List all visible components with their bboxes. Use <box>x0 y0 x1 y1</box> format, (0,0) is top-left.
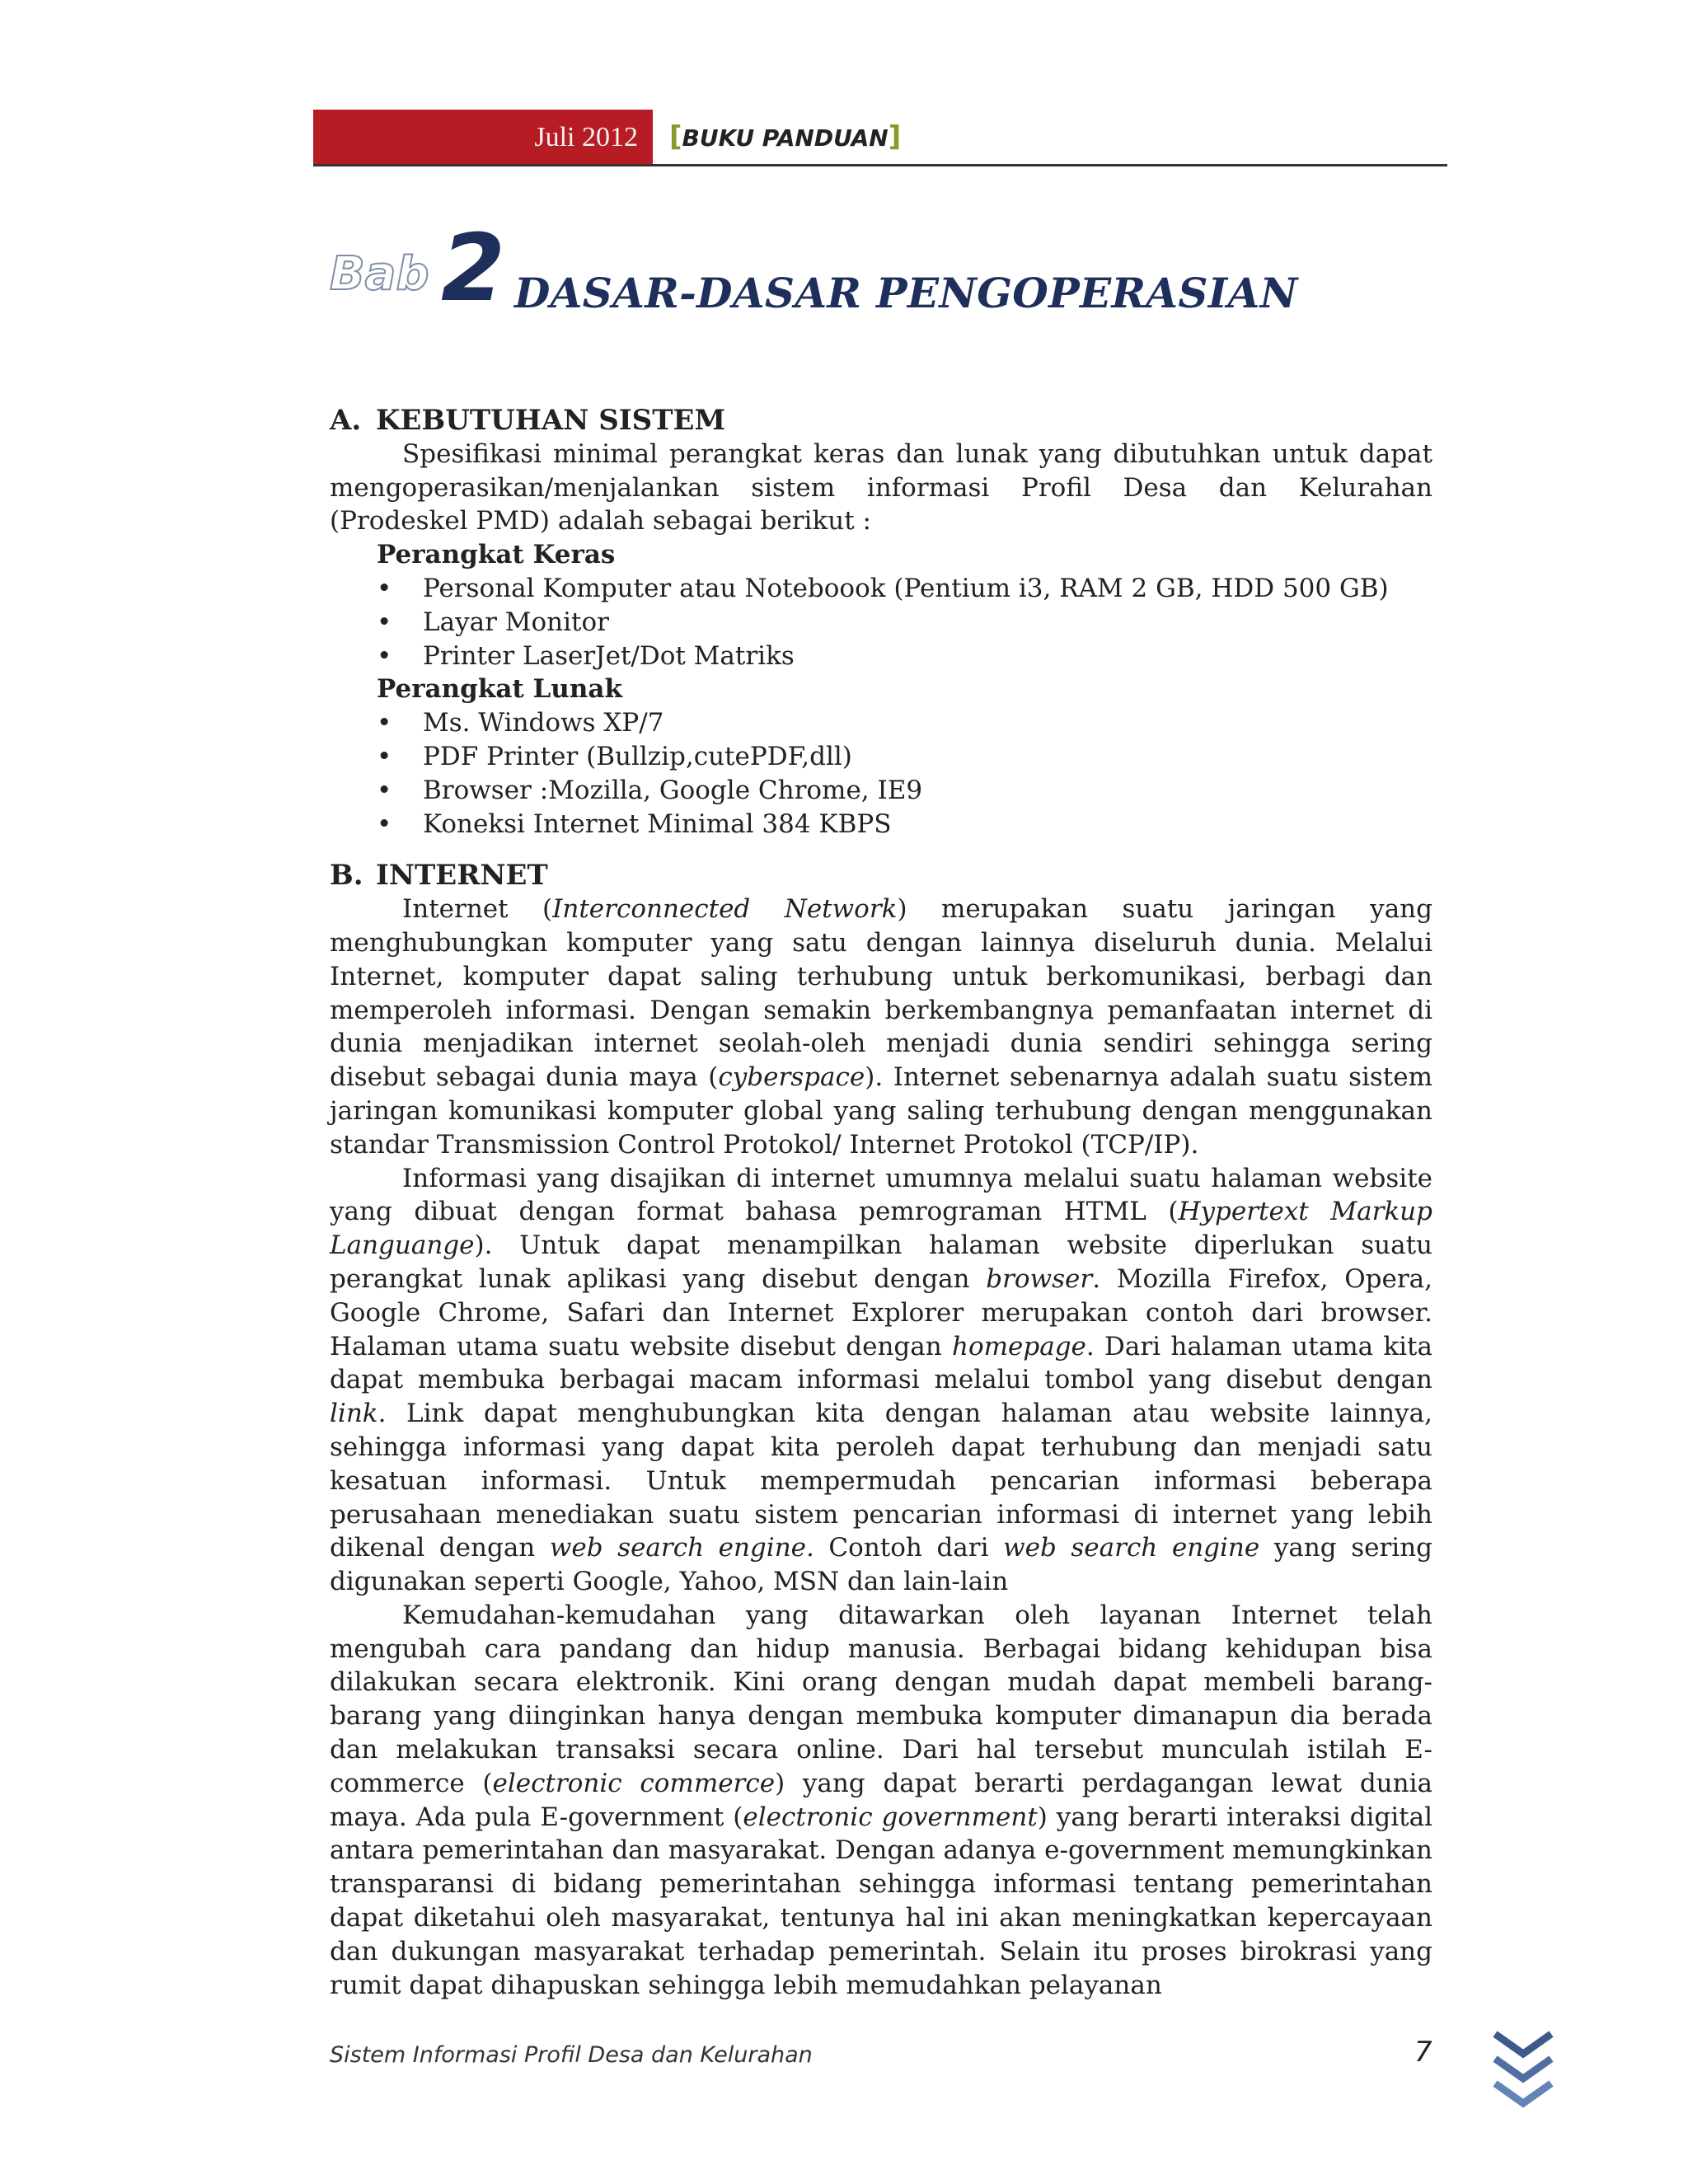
list-item: • Layar Monitor <box>330 606 1432 640</box>
chevron-down-icon <box>1490 2027 1556 2118</box>
list-item: • Personal Komputer atau Noteboook (Pentium i3, RAM 2 GB, HDD 500 GB) <box>330 572 1432 606</box>
section-heading-b: B. INTERNET <box>330 859 548 893</box>
chapter-number: 2 <box>441 215 505 322</box>
header-book-title: [BUKU PANDUAN] <box>669 120 902 153</box>
internet-paragraph-3: Kemudahan-kemudahan yang ditawarkan oleh layanan Internet telah mengubah cara pandang dan hidup manusia. Berbagai bidang kehidupan bisa dilakukan secara elektronik. Kini orang dengan mudah dapat membeli barang-barang yang diinginkan hanya dengan membuka komputer dimanapun dia berada dan melakukan transaksi secara online. Dari hal tersebut munculah istilah E-commerce (electronic commerce) yang dapat berarti perdagangan lewat dunia maya. Ada pula E-government (electronic government) yang berarti interaksi digital antara pemerintahan dan masyarakat. Dengan adanya e-government memungkinkan transparansi di bidang pemerintahan sehingga informasi tentang pemerintahan dapat diketahui oleh masyarakat, tentunya hal ini akan meningkatkan kepercayaan dan dukungan masyarakat terhadap pemerintah. Selain itu proses birokrasi yang rumit dapat dihapuskan sehingga lebih memudahkan pelayanan <box>330 1600 1432 2000</box>
internet-paragraph-2: Informasi yang disajikan di internet umumnya melalui suatu halaman website yang dibuat dengan format bahasa pemrograman HTML (Hypertext Markup Languange). Untuk dapat menampilkan halaman website diperlukan suatu perangkat lunak aplikasi yang disebut dengan browser. Mozilla Firefox, Opera, Google Chrome, Safari dan Internet Explorer merupakan contoh dari browser. Halaman utama suatu website disebut dengan homepage. Dari halaman utama kita dapat membuka berbagai macam informasi melalui tombol yang disebut dengan link. Link dapat menghubungkan kita dengan halaman atau website lainnya, sehingga informasi yang dapat kita peroleh dapat terhubung dan menjadi satu kesatuan informasi. Untuk mempermudah pencarian informasi beberapa perusahaan menediakan suatu sistem pencarian informasi di internet yang lebih dikenal dengan web search engine. Contoh dari web search engine yang sering digunakan seperti Google, Yahoo, MSN dan lain-lain <box>330 1163 1433 1597</box>
header-date: Juli 2012 <box>534 122 638 152</box>
software-heading: Perangkat Lunak <box>377 674 622 705</box>
software-list <box>330 706 1432 841</box>
section-heading-a: A. KEBUTUHAN SISTEM <box>330 404 726 437</box>
list-item: • Koneksi Internet Minimal 384 KBPS <box>330 808 1432 841</box>
hardware-heading: Perangkat Keras <box>377 540 616 570</box>
chapter-prefix: Bab <box>330 247 429 301</box>
list-item: • PDF Printer (Bullzip,cutePDF,dll) <box>330 740 1432 774</box>
list-item: • Ms. Windows XP/7 <box>330 706 1432 740</box>
document-body <box>330 404 1432 2002</box>
footer-text: Sistem Informasi Profil Desa dan Kelurahan <box>330 2042 813 2068</box>
internet-paragraph-1: Internet (Interconnected Network) merupakan suatu jaringan yang menghubungkan komputer yang satu dengan lainnya diseluruh dunia. Melalui Internet, komputer dapat saling terhubung untuk berkomunikasi, berbagi dan memperoleh informasi. Dengan semakin berkembangnya pemanfaatan internet di dunia menjadikan internet seolah-oleh menjadi dunia sendiri sehingga sering disebut sebagai dunia maya (cyberspace). Internet sebenarnya adalah suatu sistem jaringan komunikasi komputer global yang saling terhubung dengan menggunakan standar Transmission Control Protokol/ Internet Protokol (TCP/IP). <box>330 894 1433 1160</box>
list-item: • Browser :Mozilla, Google Chrome, IE9 <box>330 774 1432 808</box>
hardware-list <box>330 572 1432 673</box>
section-a-intro: Spesifikasi minimal perangkat keras dan lunak yang dibutuhkan untuk dapat mengoperasikan/menjalankan sistem informasi Profil Desa dan Kelurahan (Prodeskel PMD) adalah sebagai berikut : <box>330 438 1432 537</box>
page-number: 7 <box>1414 2036 1432 2069</box>
list-item: • Printer LaserJet/Dot Matriks <box>330 640 1432 673</box>
chapter-title: DASAR-DASAR PENGOPERASIAN <box>514 269 1298 317</box>
header-rule <box>313 164 1447 166</box>
